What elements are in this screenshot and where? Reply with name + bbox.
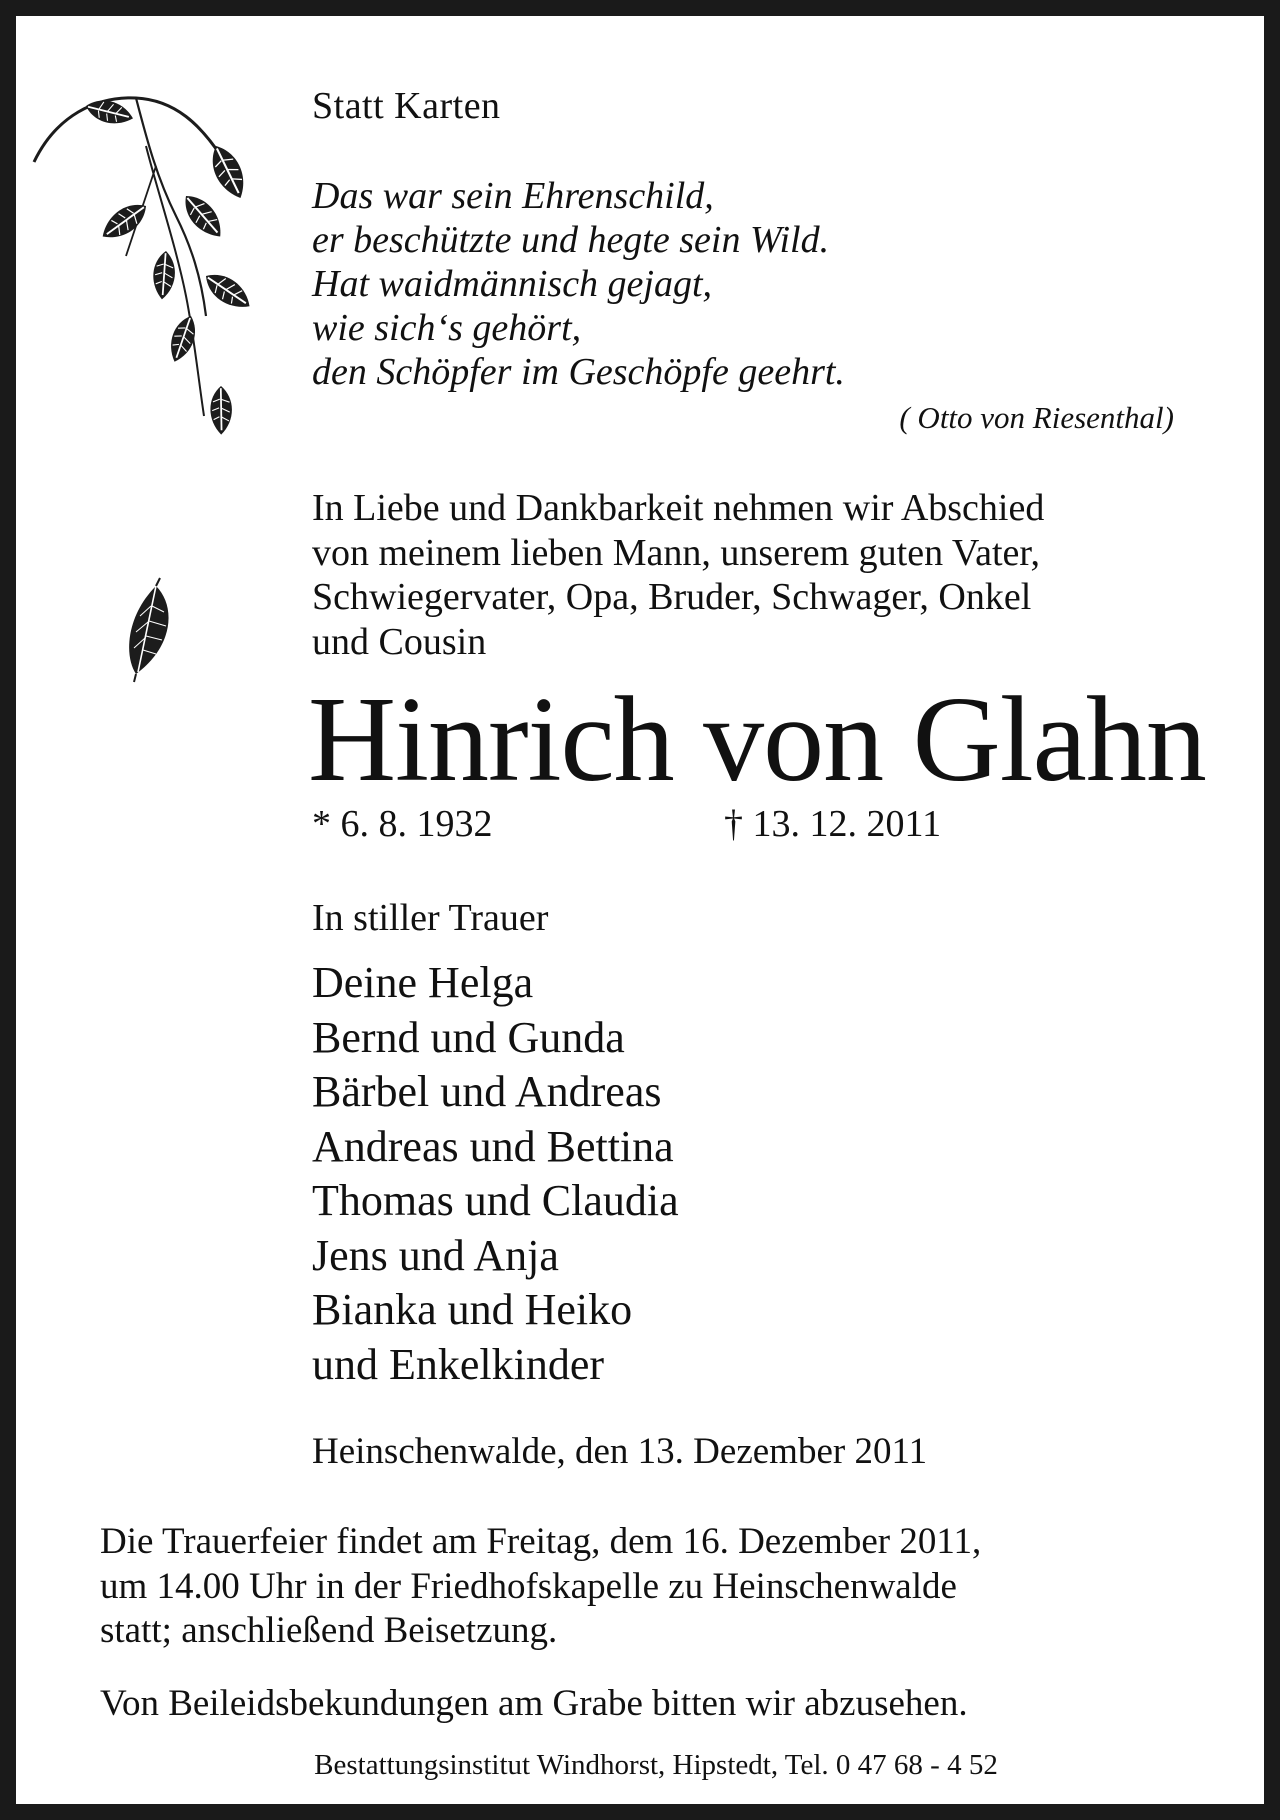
poem-line: Hat waidmännisch gejagt, (312, 263, 713, 305)
mourner-entry: Jens und Anja (312, 1230, 559, 1280)
poem-line: den Schöpfer im Geschöpfe geehrt. (312, 351, 845, 393)
birch-branch-icon (26, 76, 286, 476)
mourning-label: In stiller Trauer (312, 897, 549, 939)
poem-line: Das war sein Ehrenschild, (312, 175, 714, 217)
poem-credit: ( Otto von Riesenthal) (899, 400, 1174, 435)
birth-date: * 6. 8. 1932 (312, 803, 493, 845)
poem-line: wie sich‘s gehört, (312, 307, 582, 349)
mourner-entry: Deine Helga (312, 958, 534, 1007)
poem (312, 174, 845, 394)
service-line: statt; anschließend Beisetzung. (100, 1610, 558, 1651)
service-line: Die Trauerfeier findet am Freitag, dem 16. Dezember 2011, (100, 1521, 982, 1562)
service-info (100, 1520, 981, 1654)
poem-line: er beschützte und hegte sein Wild. (312, 219, 830, 261)
intro-line: Schwiegervater, Opa, Bruder, Schwager, Onkel (312, 576, 1032, 618)
intro-line: und Cousin (312, 620, 487, 663)
mourner-entry: und Enkelkinder (312, 1339, 605, 1389)
mourner-entry: Bärbel und Andreas (312, 1067, 662, 1116)
mourner-entry: Bernd und Gunda (312, 1012, 625, 1062)
intro-line: In Liebe und Dankbarkeit nehmen wir Abschied (312, 487, 1045, 529)
death-date: † 13. 12. 2011 (724, 803, 942, 845)
place-date: Heinschenwalde, den 13. Dezember 2011 (312, 1431, 928, 1472)
mourner-entry: Andreas und Bettina (312, 1121, 674, 1171)
condolence-request: Von Beileidsbekundungen am Grabe bitten wir abzusehen. (100, 1683, 968, 1724)
funeral-home: Bestattungsinstitut Windhorst, Hipstedt, Tel. 0 47 68 - 4 52 (314, 1749, 998, 1781)
mourner-entry: Bianka und Heiko (312, 1285, 633, 1334)
service-line: um 14.00 Uhr in der Friedhofskapelle zu Heinschenwalde (100, 1565, 957, 1607)
mourners-list (312, 956, 679, 1392)
intro-text (312, 486, 1044, 664)
header-label: Statt Karten (312, 85, 501, 127)
deceased-name: Hinrich von Glahn (308, 672, 1206, 807)
mourner-entry: Thomas und Claudia (312, 1176, 679, 1225)
intro-line: von meinem lieben Mann, unserem guten Vater, (312, 531, 1041, 574)
falling-leaf-icon (116, 576, 186, 686)
